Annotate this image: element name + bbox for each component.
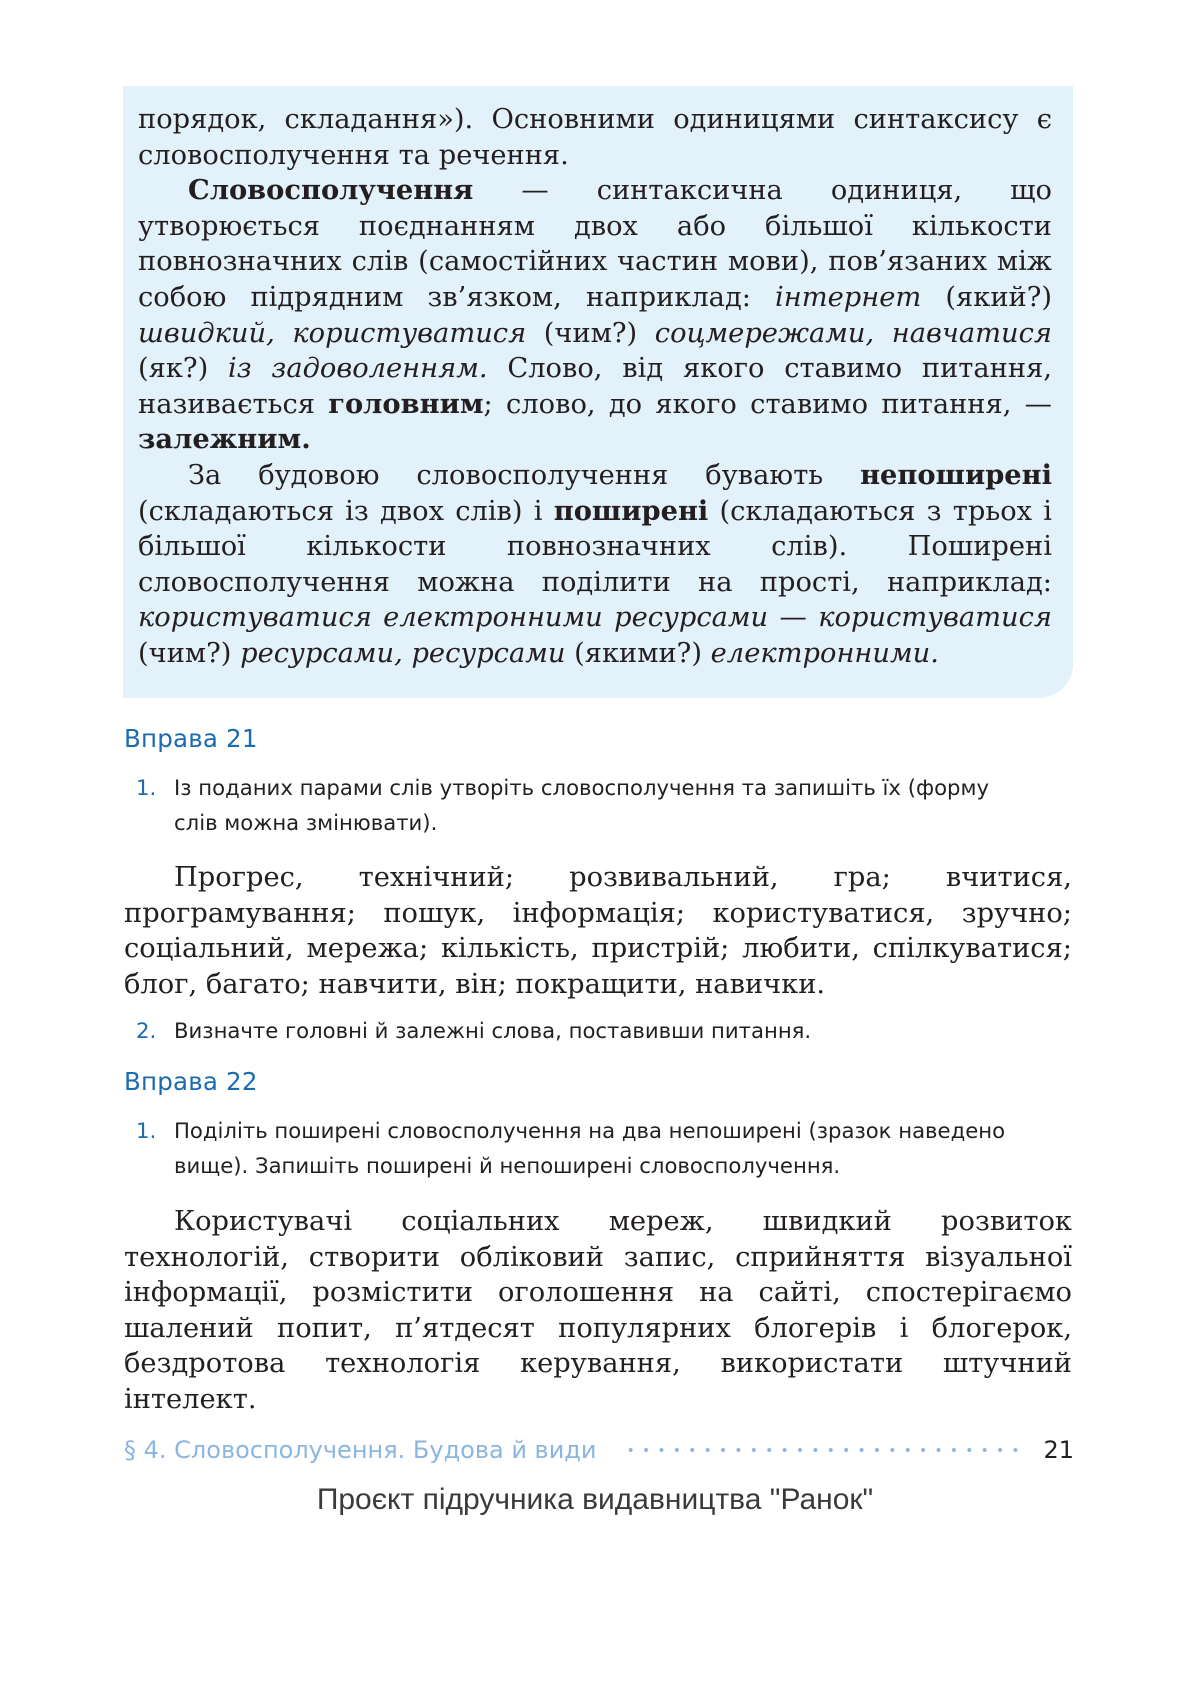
term-dependent-word: залежним.: [138, 423, 311, 456]
exercise-text: Прогрес, технічний; розвивальний, гра; вчитися, програмування; пошук, інформація; користуватися, зручно; соціальний, мережа; кількість, пристрій; любити, спілкуватися; блог, багато; навчити, він; покращити, навички.: [124, 862, 1072, 1000]
example-word: ресурсами, ресурсами: [240, 637, 566, 669]
question-text: (який?): [921, 281, 1052, 313]
rule-text: [138, 102, 1052, 672]
task-text: слів можна змінювати).: [174, 810, 438, 835]
example-word: електронними.: [710, 637, 939, 669]
rule-text-span: Слово, від якого ставимо питання, називається: [138, 353, 1052, 420]
rule-text-span: За будовою словосполучення бувають: [188, 459, 861, 491]
example-word: інтернет: [775, 281, 922, 313]
dotted-leader: [623, 1448, 1024, 1452]
term-simple: непоширені: [860, 458, 1052, 491]
rule-text-span: — синтаксична одиниця, що утворюється поєднанням двох або більшої кількости повнозначних слів (самостійних частин мови), пов’язаних між собою підрядним зв’язком, наприклад:: [138, 175, 1052, 313]
question-text: (чим?): [138, 637, 241, 669]
rule-text-span: (складаються з трьох і більшої кількости повнозначних слів). Поширені словосполучення можна поділити на прості, наприклад:: [138, 495, 1052, 598]
task-text: вище). Запишіть поширені й непоширені словосполучення.: [174, 1153, 841, 1178]
rule-text-span: (складаються із двох слів) і: [138, 495, 554, 527]
term-extended: поширені: [553, 494, 709, 527]
task-number: 1.: [136, 775, 157, 800]
exercise-21-task-2: [136, 1013, 1071, 1048]
task-line: [136, 1113, 1071, 1148]
example-word: користуватися електронними ресурсами — користуватися: [138, 602, 1052, 634]
example-word: із задоволенням.: [228, 353, 488, 385]
task-text: Із поданих парами слів утворіть словосполучення та запишіть їх (форму: [174, 775, 990, 800]
rule-paragraph-1: порядок, складання»). Основними одиницями синтаксису є словосполучення та речення.: [138, 104, 1052, 171]
page-footer: [124, 1432, 1074, 1468]
rule-text-span: ; слово, до якого ставимо питання, —: [483, 388, 1052, 420]
example-word: соцмережами, навчатися: [654, 317, 1052, 349]
question-text: (чим?): [526, 317, 655, 349]
term-word-combination: Словосполучення: [188, 174, 474, 207]
exercise-22-title: Вправа 22: [124, 1067, 258, 1096]
rule-paragraph-2: [138, 173, 1052, 458]
page-number: 21: [1043, 1436, 1074, 1464]
exercise-21-body: [124, 860, 1072, 1002]
exercise-22-task-1: [136, 1113, 1071, 1183]
question-text: (як?): [138, 353, 229, 385]
task-number: 2.: [136, 1018, 157, 1043]
term-main-word: головним: [328, 387, 484, 420]
exercise-text: Користувачі соціальних мереж, швидкий розвиток технологій, створити обліковий запис, сприйняття візуальної інформації, розмістити оголошення на сайті, спостерігаємо шалений попит, п’ятдесят популярних блогерів і блогерок, бездротова технологія керування, використати штучний інтелект.: [124, 1206, 1072, 1415]
example-word: швидкий, користуватися: [138, 317, 527, 349]
task-line: [136, 770, 1071, 805]
exercise-22-body: [124, 1204, 1072, 1418]
task-text: Поділіть поширені словосполучення на два непоширені (зразок наведено: [174, 1118, 1006, 1143]
task-line: [136, 1013, 1071, 1048]
exercise-21-task-1: [136, 770, 1071, 840]
task-text: Визначте головні й залежні слова, поставивши питання.: [174, 1018, 812, 1043]
exercise-21-title: Вправа 21: [124, 724, 258, 753]
watermark: Проєкт підручника видавництва "Ранок": [316, 1483, 874, 1516]
rule-paragraph-3: [138, 458, 1052, 672]
question-text: (якими?): [565, 637, 711, 669]
section-title: § 4. Словосполучення. Будова й види: [124, 1436, 597, 1464]
task-number: 1.: [136, 1118, 157, 1143]
